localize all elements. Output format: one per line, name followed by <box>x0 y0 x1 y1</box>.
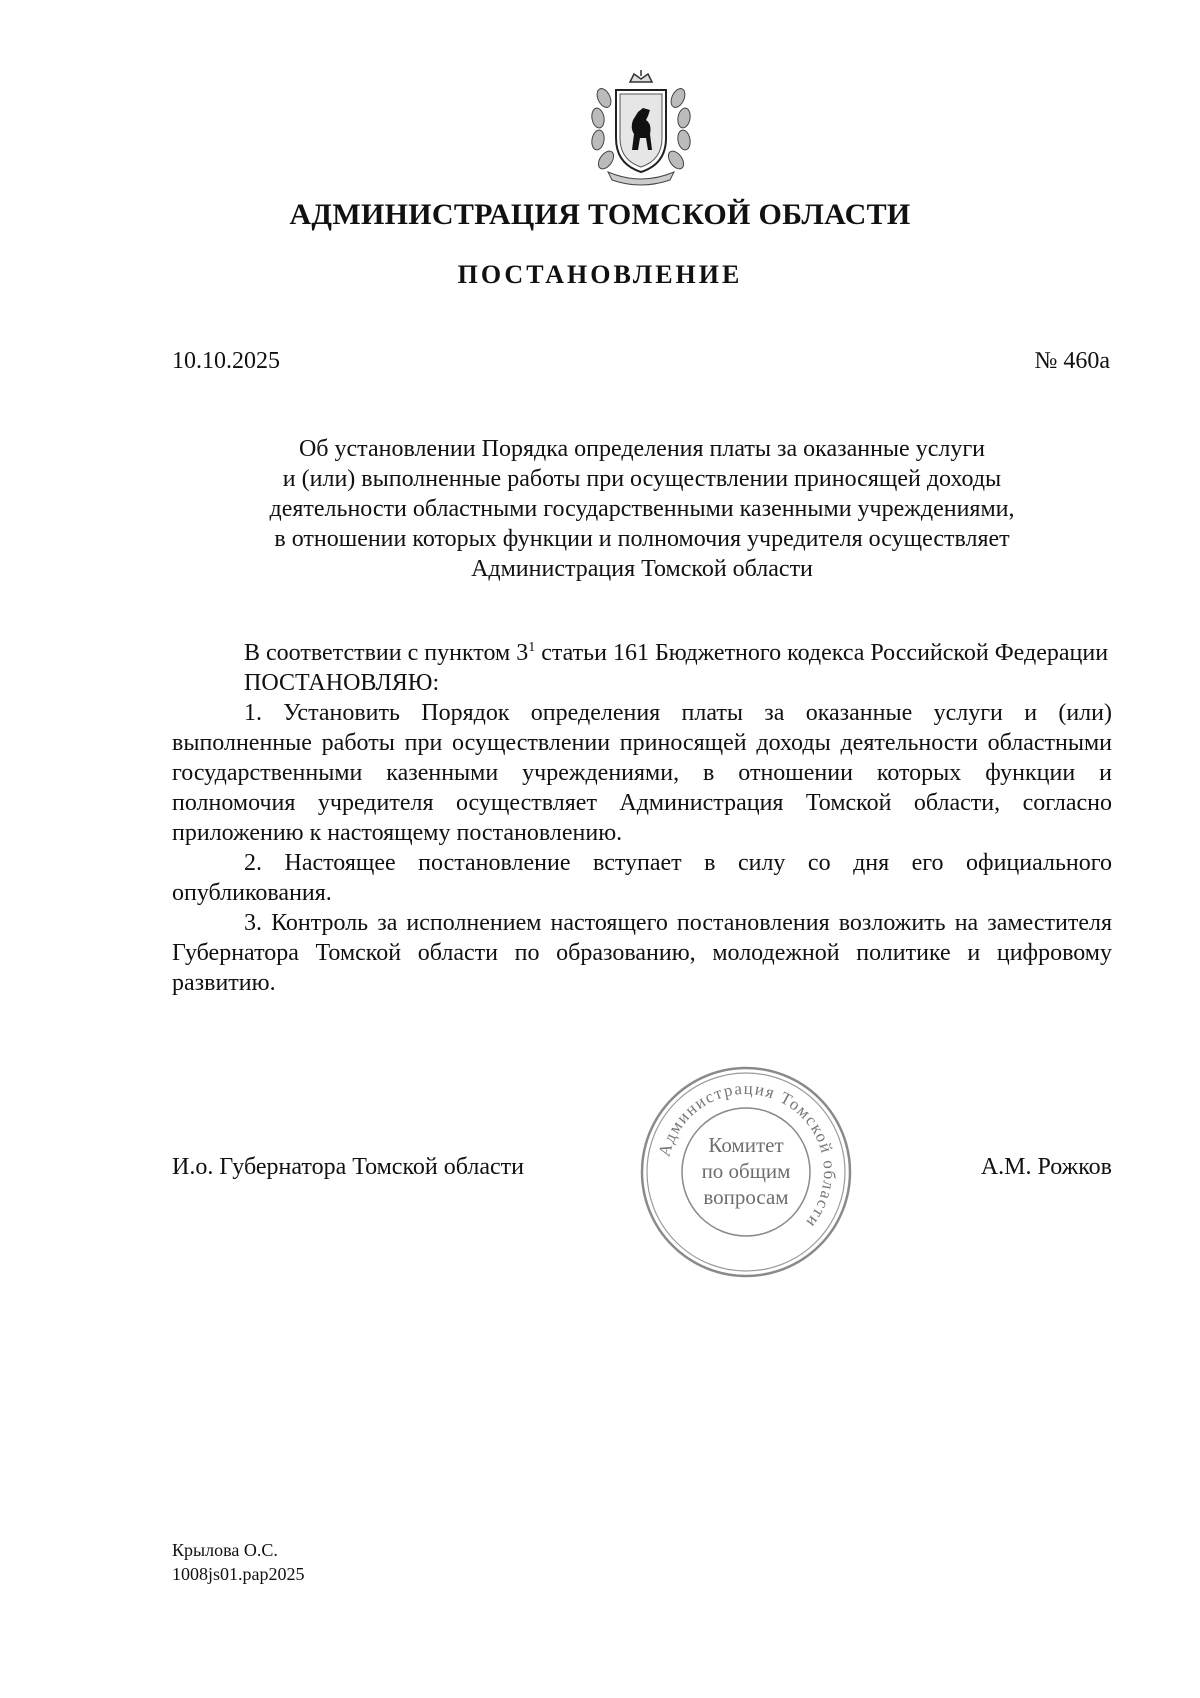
executor-name: Крылова О.С. <box>172 1540 278 1560</box>
document-date: 10.10.2025 <box>172 348 280 374</box>
document-body <box>172 638 1112 998</box>
preamble-superscript: 1 <box>528 640 536 655</box>
document-subject <box>172 434 1112 584</box>
executor-block <box>172 1538 305 1586</box>
preamble-text: В соответствии с пунктом 3 <box>244 640 529 666</box>
signatory-name: А.М. Рожков <box>980 1154 1112 1180</box>
stamp-center-line: вопросам <box>703 1185 789 1209</box>
subject-line: Об установлении Порядка определения платы за оказанные услуги <box>298 436 986 462</box>
subject-line: в отношении которых функции и полномочия учредителя осуществляет <box>274 526 1010 552</box>
resolve-heading: ПОСТАНОВЛЯЮ: <box>244 670 440 696</box>
stamp-ring-text: Администрация Томской области <box>654 1078 840 1233</box>
subject-line: и (или) выполненные работы при осуществлении приносящей доходы <box>282 466 1002 492</box>
subject-line: Администрация Томской области <box>471 556 813 582</box>
signatory-position: И.о. Губернатора Томской области <box>172 1154 524 1180</box>
subject-line: деятельности областными государственными казенными учреждениями, <box>269 496 1015 522</box>
document-type: ПОСТАНОВЛЕНИЕ <box>457 260 743 289</box>
stamp-center-line: Комитет <box>708 1133 784 1157</box>
preamble-text-continued: статьи 161 Бюджетного кодекса Российской Федерации <box>535 640 1109 666</box>
stamp-center-line: по общим <box>701 1159 791 1183</box>
executor-file-code: 1008js01.pap2025 <box>172 1564 305 1584</box>
preamble-paragraph <box>172 638 1112 668</box>
resolution-item: 3. Контроль за исполнением настоящего постановления возложить на заместителя Губернатора Томской области по образованию, молодежной политике и цифровому развитию. <box>172 910 1112 996</box>
resolution-item: 1. Установить Порядок определения платы за оказанные услуги и (или) выполненные работы при осуществлении приносящей доходы деятельности областными государственными казенными учреждениями, в отношении которых функции и полномочия учредителя осуществляет Администрация Томской области, согласно приложению к настоящему постановлению. <box>172 700 1112 846</box>
tomsk-oblast-coat-of-arms-icon <box>586 68 696 188</box>
organization-title: АДМИНИСТРАЦИЯ ТОМСКОЙ ОБЛАСТИ <box>289 198 911 231</box>
document-number: № 460а <box>1034 348 1110 374</box>
resolution-item: 2. Настоящее постановление вступает в силу со дня его официального опубликования. <box>172 850 1112 906</box>
official-stamp <box>638 1064 854 1280</box>
